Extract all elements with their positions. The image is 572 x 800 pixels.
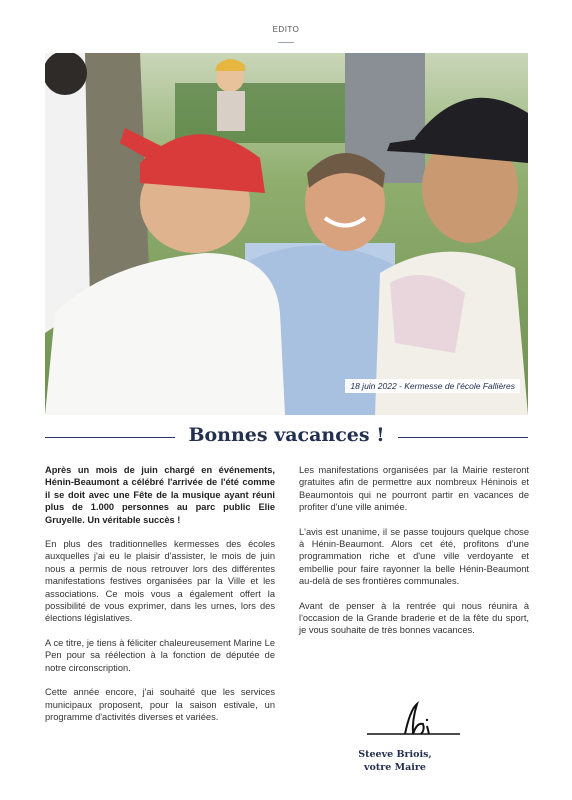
photo-caption: 18 juin 2022 - Kermesse de l'école Fallières bbox=[345, 379, 520, 393]
section-kicker: EDITO bbox=[272, 25, 300, 34]
headline-row bbox=[45, 424, 528, 450]
body-paragraph: Avant de penser à la rentrée qui nous réunira à l'occasion de la Grande braderie et de la fête du sport, je vous souhaite de très bonnes vacances. bbox=[299, 600, 529, 636]
right-column bbox=[299, 464, 529, 649]
kicker-underline bbox=[278, 42, 294, 43]
body-paragraph: Les manifestations organisées par la Mairie resteront gratuites afin de permettre aux nombreux Héninois et Beaumontois qui ne pourront partir en vacances de profiter d'une ville animée. bbox=[299, 465, 529, 513]
body-paragraph: En plus des traditionnelles kermesses des écoles auxquelles j'ai eu le plaisir d'assister, le mois de juin nous a permis de nous retrouver lors des différentes manifestations festives organisées par la Ville et les associations. Ce mois vous a également offert la possibilité de vous exprimer, dans les urnes, lors des élections législatives. bbox=[45, 539, 275, 624]
body-paragraph: L'avis est unanime, il se passe toujours quelque chose à Hénin-Beaumont. Alors cet été, profitons d'une programmation riche et d'une ville verdoyante et embellie pour faire rayonner la belle Hénin-Beaumont au-delà de ses frontières communales. bbox=[299, 526, 529, 587]
left-column bbox=[45, 464, 275, 735]
signoff-role: votre Maire bbox=[364, 762, 426, 773]
photo-illustration bbox=[45, 53, 528, 415]
signoff bbox=[330, 748, 460, 774]
body-paragraph: A ce titre, je tiens à féliciter chaleureusement Marine Le Pen pour sa réélection à la fonction de députée de notre circonscription. bbox=[45, 637, 275, 673]
body-paragraph: Cette année encore, j'ai souhaité que les services municipaux proposent, pour la saison estivale, un programme d'activités diverses et variées. bbox=[45, 687, 275, 722]
handwritten-signature bbox=[365, 700, 465, 740]
lead-paragraph: Après un mois de juin chargé en événements, Hénin-Beaumont a célébré l'arrivée de l'été comme il se doit avec une Fête de la musique ayant réuni plus de 1.000 personnes au parc public Elie Gruyelle. Un véritable succès ! bbox=[45, 465, 275, 525]
signoff-name: Steeve Briois, bbox=[358, 749, 432, 760]
hero-photo bbox=[45, 53, 528, 415]
headline-rule-right bbox=[398, 437, 528, 438]
headline: Bonnes vacances ! bbox=[188, 424, 385, 446]
